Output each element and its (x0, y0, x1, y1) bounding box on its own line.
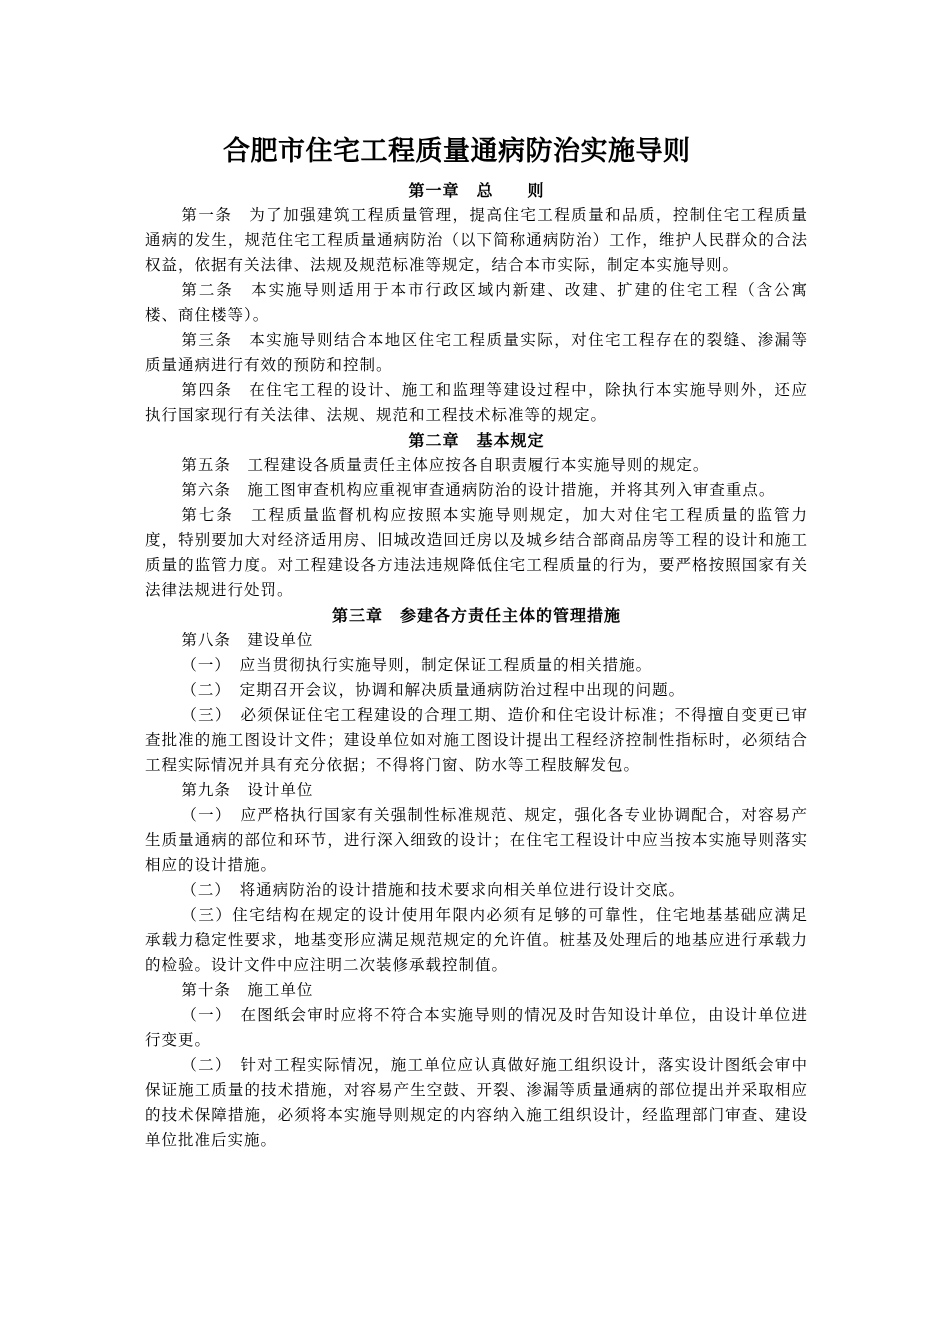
document-page (145, 130, 808, 1153)
article-paragraph: 第二条 本实施导则适用于本市行政区域内新建、改建、扩建的住宅工程（含公寓楼、商住楼等）。 (145, 281, 808, 324)
article-paragraph: 第八条 建设单位 (181, 631, 314, 649)
article-paragraph: 第一条 为了加强建筑工程质量管理，提高住宅工程质量和品质，控制住宅工程质量通病的发生，规范住宅工程质量通病防治（以下简称通病防治）工作，维护人民群众的合法权益，依据有关法律、法规及规范标准等规定，结合本市实际，制定本实施导则。 (145, 206, 808, 274)
article-paragraph: （三） 必须保证住宅工程建设的合理工期、造价和住宅设计标准；不得擅自变更已审查批准的施工图设计文件；建设单位如对施工图设计提出工程经济控制性指标时，必须结合工程实际情况并具有充分依据；不得将门窗、防水等工程肢解发包。 (145, 706, 808, 774)
article-paragraph: （二） 定期召开会议，协调和解决质量通病防治过程中出现的问题。 (181, 681, 686, 699)
article-paragraph: （三）住宅结构在规定的设计使用年限内必须有足够的可靠性，住宅地基基础应满足承载力稳定性要求，地基变形应满足规范规定的允许值。桩基及处理后的地基应进行承载力的检验。设计文件中应注明二次装修承载控制值。 (145, 906, 808, 974)
chapter-heading: 第二章 基本规定 (408, 431, 545, 450)
chapter-heading: 第一章 总 则 (408, 181, 545, 200)
chapter-heading: 第三章 参建各方责任主体的管理措施 (331, 606, 621, 625)
article-paragraph: 第九条 设计单位 (181, 781, 314, 799)
article-paragraph: （二） 将通病防治的设计措施和技术要求向相关单位进行设计交底。 (181, 881, 686, 899)
article-paragraph: 第六条 施工图审查机构应重视审查通病防治的设计措施，并将其列入审查重点。 (181, 481, 776, 499)
article-paragraph: （一） 在图纸会审时应将不符合本实施导则的情况及时告知设计单位，由设计单位进行变更。 (145, 1006, 808, 1049)
article-paragraph: （一） 应当贯彻执行实施导则，制定保证工程质量的相关措施。 (181, 656, 653, 674)
article-paragraph: 第十条 施工单位 (181, 981, 314, 999)
document-body (145, 178, 808, 1153)
article-paragraph: （一） 应严格执行国家有关强制性标准规范、规定，强化各专业协调配合，对容易产生质量通病的部位和环节，进行深入细致的设计；在住宅工程设计中应当按本实施导则落实相应的设计措施。 (145, 806, 808, 874)
document-title: 合肥市住宅工程质量通病防治实施导则 (223, 136, 691, 167)
article-paragraph: 第七条 工程质量监督机构应按照本实施导则规定，加大对住宅工程质量的监管力度，特别要加大对经济适用房、旧城改造回迁房以及城乡结合部商品房等工程的设计和施工质量的监管力度。对工程建设各方违法违规降低住宅工程质量的行为，要严格按照国家有关法律法规进行处罚。 (145, 506, 808, 599)
article-paragraph: 第五条 工程建设各质量责任主体应按各自职责履行本实施导则的规定。 (181, 456, 710, 474)
article-paragraph: （二） 针对工程实际情况，施工单位应认真做好施工组织设计，落实设计图纸会审中保证施工质量的技术措施，对容易产生空鼓、开裂、渗漏等质量通病的部位提出并采取相应的技术保障措施，必须将本实施导则规定的内容纳入施工组织设计，经监理部门审查、建设单位批准后实施。 (145, 1056, 808, 1149)
article-paragraph: 第三条 本实施导则结合本地区住宅工程质量实际，对住宅工程存在的裂缝、渗漏等质量通病进行有效的预防和控制。 (145, 331, 808, 374)
article-paragraph: 第四条 在住宅工程的设计、施工和监理等建设过程中，除执行本实施导则外，还应执行国家现行有关法律、法规、规范和工程技术标准等的规定。 (145, 381, 808, 424)
